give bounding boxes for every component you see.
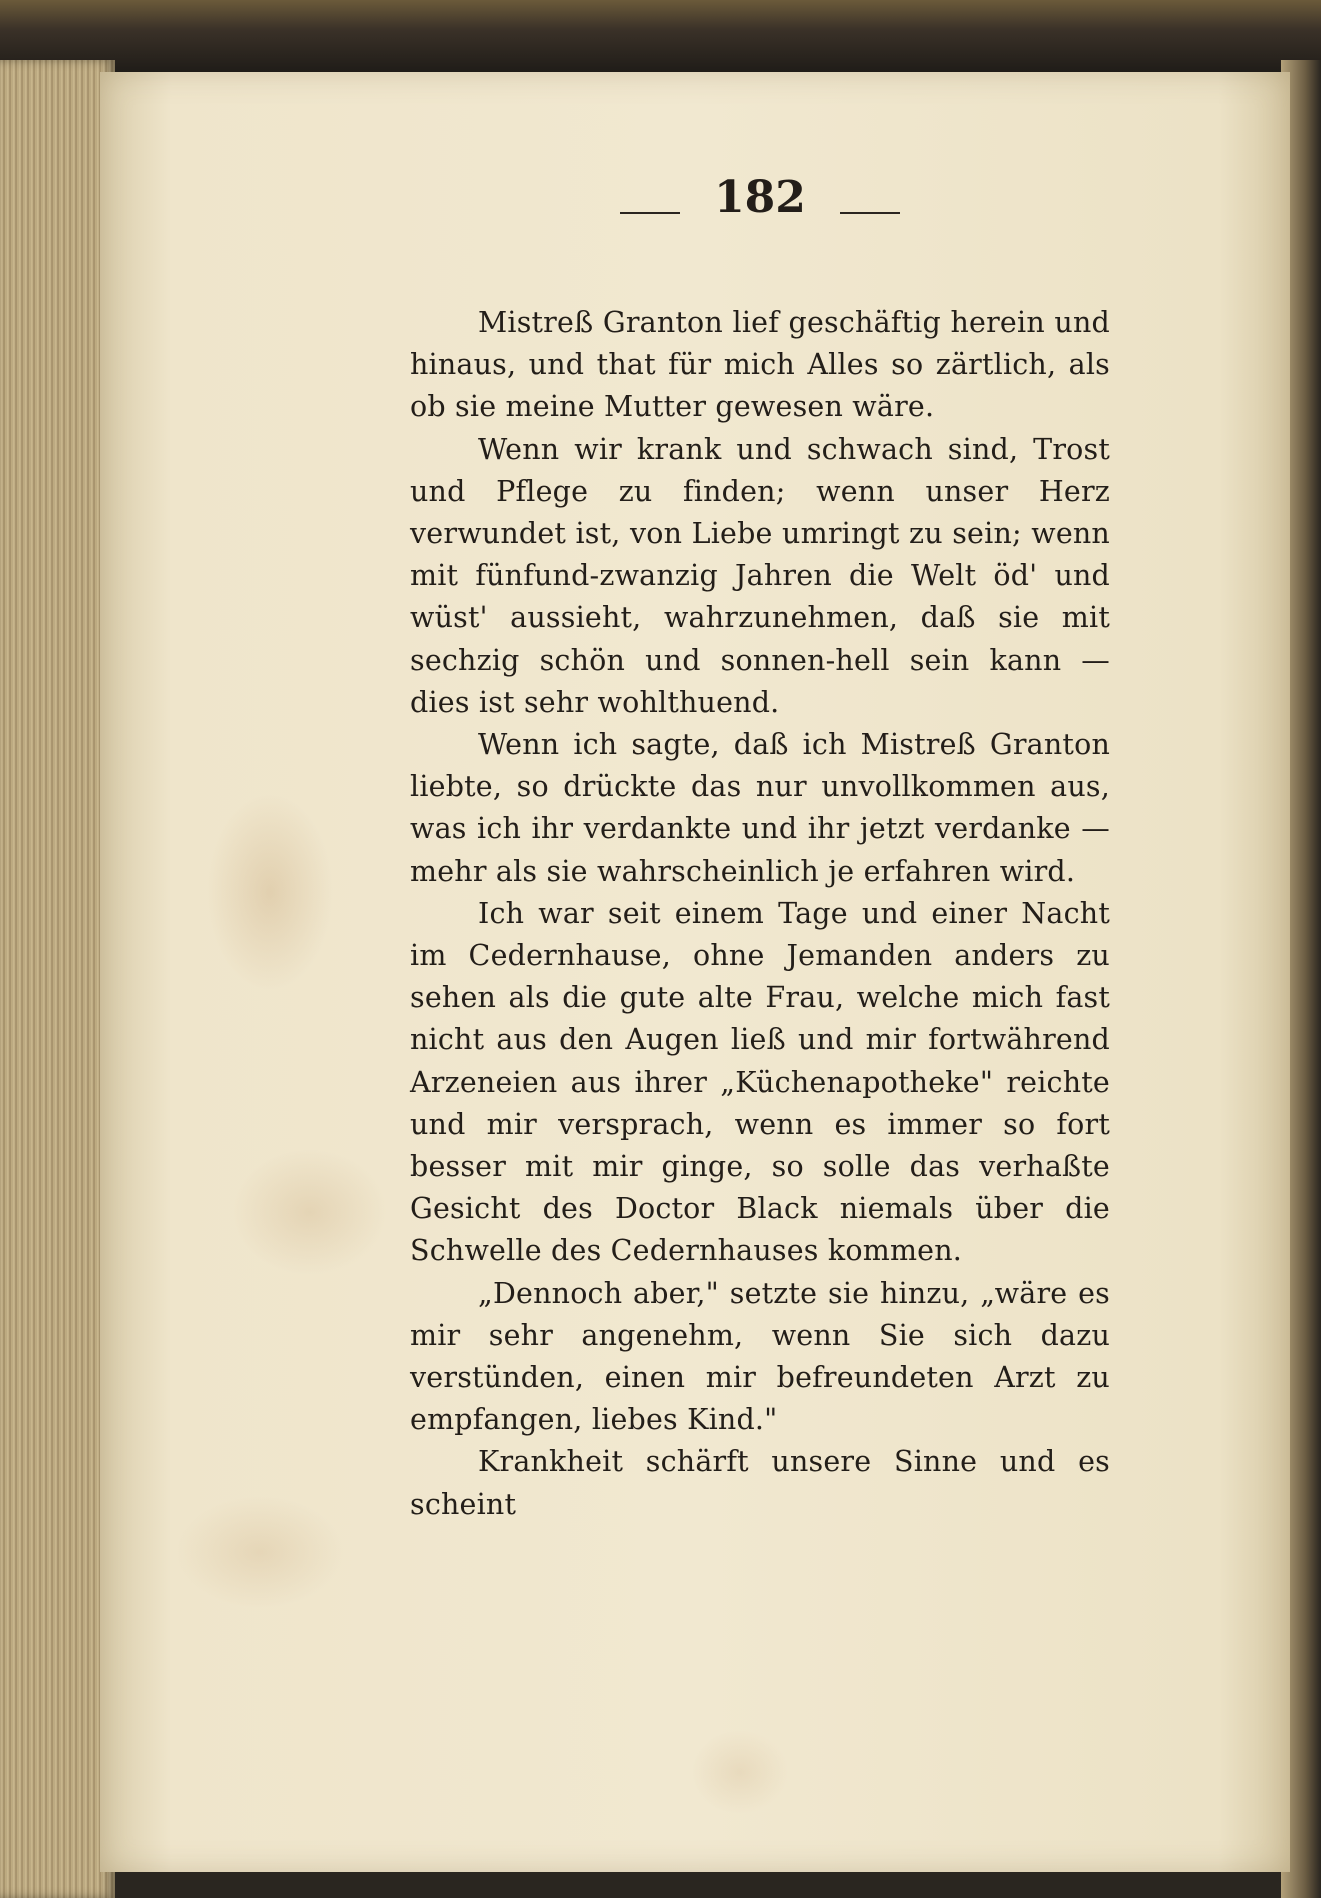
body-text [410, 302, 1110, 1526]
page-edges-left [0, 60, 115, 1898]
paragraph: Ich war seit einem Tage und einer Nacht im Cedernhause, ohne Jemanden anders zu sehen als die gute alte Frau, welche mich fast nicht aus den Augen ließ und mir fortwährend Arzeneien aus ihrer „Küchenapotheke" reichte und mir versprach, wenn es immer so fort besser mit mir ginge, so solle das verhaßte Gesicht des Doctor Black niemals über die Schwelle des Cedernhauses kommen. [410, 896, 1110, 1268]
header-rule-right [840, 212, 900, 214]
book-binding-top [0, 0, 1321, 75]
paragraph: „Dennoch aber," setzte sie hinzu, „wäre es mir sehr angenehm, wenn Sie sich dazu verstünden, einen mir befreundeten Arzt zu empfangen, liebes Kind." [410, 1276, 1110, 1437]
header-rule-left [620, 212, 680, 214]
book-page [100, 72, 1290, 1872]
paragraph: Krankheit schärft unsere Sinne und es scheint [410, 1445, 1110, 1521]
paragraph: Wenn wir krank und schwach sind, Trost und Pflege zu finden; wenn unser Herz verwundet ist, von Liebe umringt zu sein; wenn mit fünfund-zwanzig Jahren die Welt öd' und wüst' aussieht, wahrzunehmen, daß sie mit sechzig schön und sonnen-hell sein kann — dies ist sehr wohlthuend. [410, 432, 1110, 719]
page-number: 182 [714, 172, 806, 223]
paragraph: Wenn ich sagte, daß ich Mistreß Granton liebte, so drückte das nur unvollkommen aus, was ich ihr verdankte und ihr jetzt verdanke — mehr als sie wahrscheinlich je erfahren wird. [410, 728, 1110, 888]
paragraph: Mistreß Granton lief geschäftig herein und hinaus, und that für mich Alles so zärtlich, als ob sie meine Mutter gewesen wäre. [410, 306, 1110, 424]
